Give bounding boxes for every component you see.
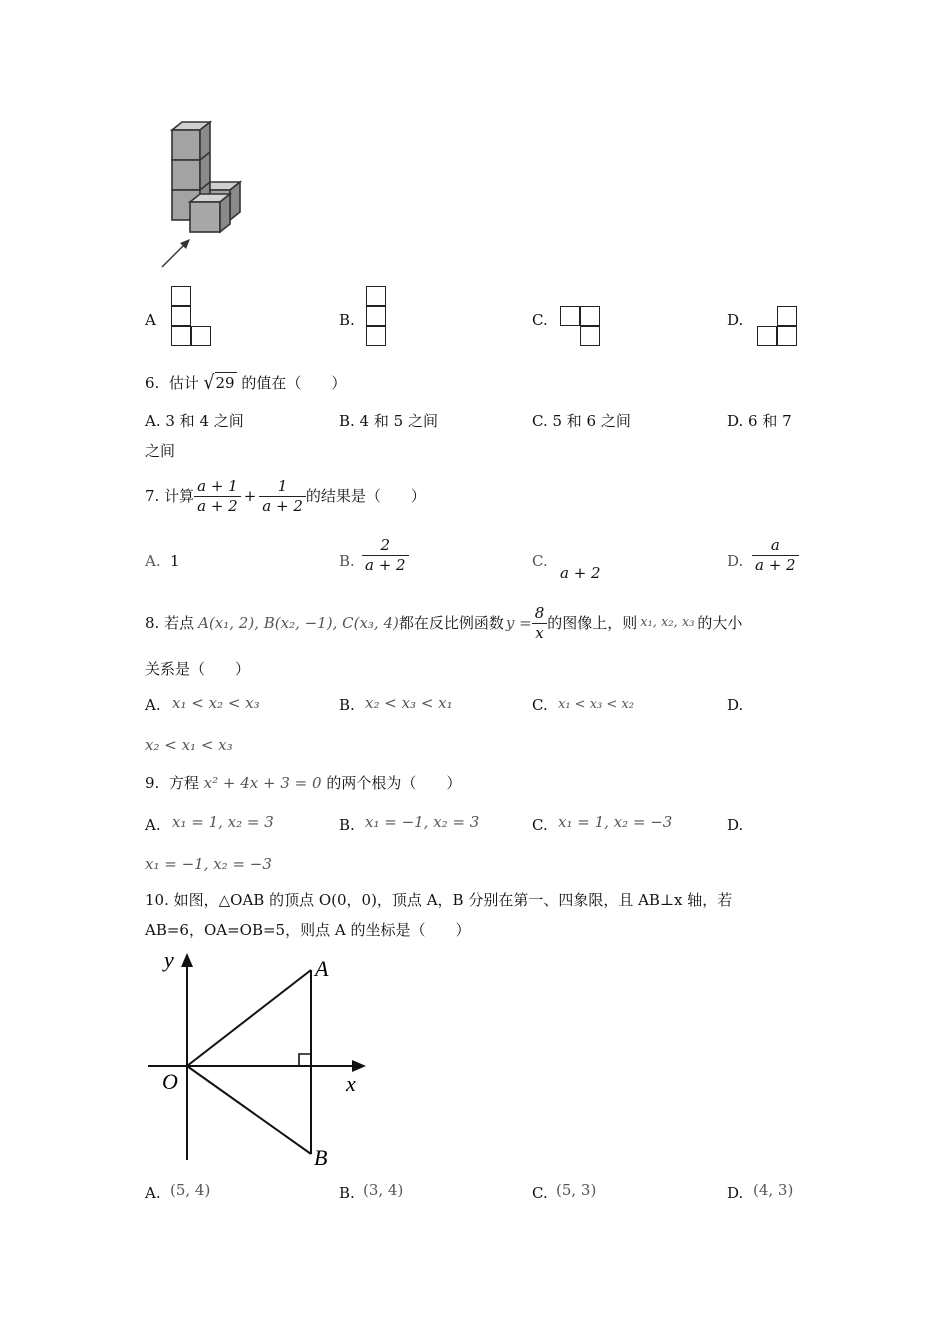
q7-option-c-value[interactable]: a + 2 bbox=[560, 564, 601, 582]
label-y: y bbox=[164, 947, 174, 972]
q7-option-b-fraction[interactable] bbox=[362, 536, 409, 575]
cube-front-face bbox=[172, 160, 200, 190]
q8-mid: 都在反比例函数 bbox=[398, 614, 504, 632]
segment-OA bbox=[187, 970, 311, 1066]
q7-option-d-fraction[interactable] bbox=[752, 536, 799, 575]
q6-radicand: 29 bbox=[215, 374, 235, 392]
q7-number: 7. bbox=[145, 487, 160, 505]
q8-option-c-label[interactable]: C. bbox=[532, 696, 548, 714]
q8-vars: x₁, x₂, x₃ bbox=[640, 615, 695, 630]
q7-f2-den: a + 2 bbox=[262, 496, 303, 515]
q8-option-d[interactable]: x₂ < x₁ < x₃ bbox=[145, 736, 233, 754]
q8-option-c[interactable]: x₁ < x₃ < x₂ bbox=[558, 697, 634, 712]
q8-option-b[interactable]: x₂ < x₃ < x₁ bbox=[365, 694, 453, 712]
q9-equation: x² + 4x + 3 = 0 bbox=[203, 774, 322, 792]
q7-d-den: a + 2 bbox=[755, 556, 796, 574]
q6-stem bbox=[145, 372, 346, 393]
q6-pre: 估计 bbox=[168, 374, 199, 392]
q7-b-num: 2 bbox=[362, 536, 409, 556]
q7-fraction-2 bbox=[259, 477, 306, 516]
q9-option-a-label[interactable]: A. bbox=[145, 816, 161, 834]
q8-number: 8. bbox=[145, 614, 160, 632]
q5-option-c-label[interactable]: C. bbox=[532, 311, 548, 329]
q8-option-d-label[interactable]: D. bbox=[727, 696, 744, 714]
q6-option-b[interactable]: B. 4 和 5 之间 bbox=[339, 412, 438, 430]
q7-plus: + bbox=[243, 487, 257, 505]
q8-option-b-label[interactable]: B. bbox=[339, 696, 355, 714]
q6-post: 的值在（ ） bbox=[241, 374, 347, 392]
cube-front-face bbox=[172, 130, 200, 160]
q8-func-den: x bbox=[535, 623, 544, 642]
q8-points: A(x₁, 2), B(x₂, −1), C(x₃, 4) bbox=[198, 614, 399, 632]
q6-option-c[interactable]: C. 5 和 6 之间 bbox=[532, 412, 631, 430]
q9-pre: 方程 bbox=[168, 774, 199, 792]
sqrt-icon: √ bbox=[203, 371, 215, 395]
q6-option-d[interactable]: D. 6 和 7 bbox=[727, 412, 792, 430]
q10-option-c-label[interactable]: C. bbox=[532, 1184, 548, 1202]
q7-f2-num: 1 bbox=[259, 477, 306, 497]
q7-f1-num: a + 1 bbox=[194, 477, 241, 497]
q8-func-lhs: y = bbox=[505, 614, 532, 632]
q8-option-a[interactable]: x₁ < x₂ < x₃ bbox=[172, 694, 260, 712]
q10-option-d[interactable]: (4, 3) bbox=[753, 1181, 794, 1199]
q10-line2: AB=6，OA=OB=5，则点 A 的坐标是（ ） bbox=[145, 921, 471, 939]
q10-triangle-figure bbox=[140, 945, 380, 1175]
q9-option-c[interactable]: x₁ = 1, x₂ = −3 bbox=[558, 813, 673, 831]
q8-stem bbox=[145, 600, 742, 646]
q7-b-den: a + 2 bbox=[365, 556, 406, 574]
q9-option-c-label[interactable]: C. bbox=[532, 816, 548, 834]
q8-line2: 关系是（ ） bbox=[145, 660, 251, 678]
q9-number: 9. bbox=[145, 774, 160, 792]
q7-stem bbox=[145, 473, 426, 519]
q7-f1-den: a + 2 bbox=[197, 496, 238, 515]
cube-stack-figure bbox=[150, 115, 260, 275]
label-A: A bbox=[315, 956, 329, 981]
q9-post: 的两个根为（ ） bbox=[326, 774, 462, 792]
q9-option-d-label[interactable]: D. bbox=[727, 816, 744, 834]
right-angle-mark bbox=[299, 1054, 311, 1066]
q5-option-d-label[interactable]: D. bbox=[727, 311, 744, 329]
q7-pre: 计算 bbox=[164, 487, 195, 505]
q8-post: 的大小 bbox=[697, 614, 743, 632]
q10-option-d-label[interactable]: D. bbox=[727, 1184, 744, 1202]
label-x: x bbox=[346, 1071, 356, 1096]
q6-option-d-wrap: 之间 bbox=[145, 442, 176, 460]
q10-option-a-label[interactable]: A. bbox=[145, 1184, 161, 1202]
q5-option-a-label[interactable]: A bbox=[145, 311, 156, 329]
q6-number: 6. bbox=[145, 374, 160, 392]
q10-option-c[interactable]: (5, 3) bbox=[556, 1181, 597, 1199]
q9-option-b-label[interactable]: B. bbox=[339, 816, 355, 834]
q10-line1: 10. 如图，△OAB 的顶点 O(0，0)，顶点 A，B 分别在第一、四象限，且 AB⊥x 轴，若 bbox=[145, 891, 733, 909]
q8-mid2: 的图像上，则 bbox=[547, 614, 638, 632]
q7-option-c-label[interactable]: C. bbox=[532, 552, 548, 570]
q10-option-a[interactable]: (5, 4) bbox=[170, 1181, 211, 1199]
q9-option-b[interactable]: x₁ = −1, x₂ = 3 bbox=[365, 813, 480, 831]
y-axis-arrow-icon bbox=[181, 953, 193, 967]
q8-option-a-label[interactable]: A. bbox=[145, 696, 161, 714]
q8-func-num: 8 bbox=[532, 604, 548, 624]
q7-option-a-value[interactable]: 1 bbox=[170, 552, 180, 570]
q7-post: 的结果是（ ） bbox=[305, 487, 426, 505]
segment-OB bbox=[187, 1066, 311, 1154]
q8-pre: 若点 bbox=[164, 614, 195, 632]
q9-stem bbox=[145, 773, 461, 793]
q9-option-d[interactable]: x₁ = −1, x₂ = −3 bbox=[145, 855, 272, 873]
label-B: B bbox=[314, 1145, 328, 1170]
q7-option-b-label[interactable]: B. bbox=[339, 552, 355, 570]
q8-func-fraction bbox=[532, 604, 548, 643]
q7-option-d-label[interactable]: D. bbox=[727, 552, 744, 570]
q10-option-b-label[interactable]: B. bbox=[339, 1184, 355, 1202]
label-O: O bbox=[162, 1069, 178, 1094]
q10-option-b[interactable]: (3, 4) bbox=[363, 1181, 404, 1199]
q7-fraction-1 bbox=[194, 477, 241, 516]
q6-option-a[interactable]: A. 3 和 4 之间 bbox=[145, 412, 244, 430]
q9-option-a[interactable]: x₁ = 1, x₂ = 3 bbox=[172, 813, 274, 831]
q7-option-a-label[interactable]: A. bbox=[145, 552, 161, 570]
cube-front-face bbox=[190, 202, 220, 232]
q7-d-num: a bbox=[752, 536, 799, 556]
q5-option-b-label[interactable]: B. bbox=[339, 311, 355, 329]
